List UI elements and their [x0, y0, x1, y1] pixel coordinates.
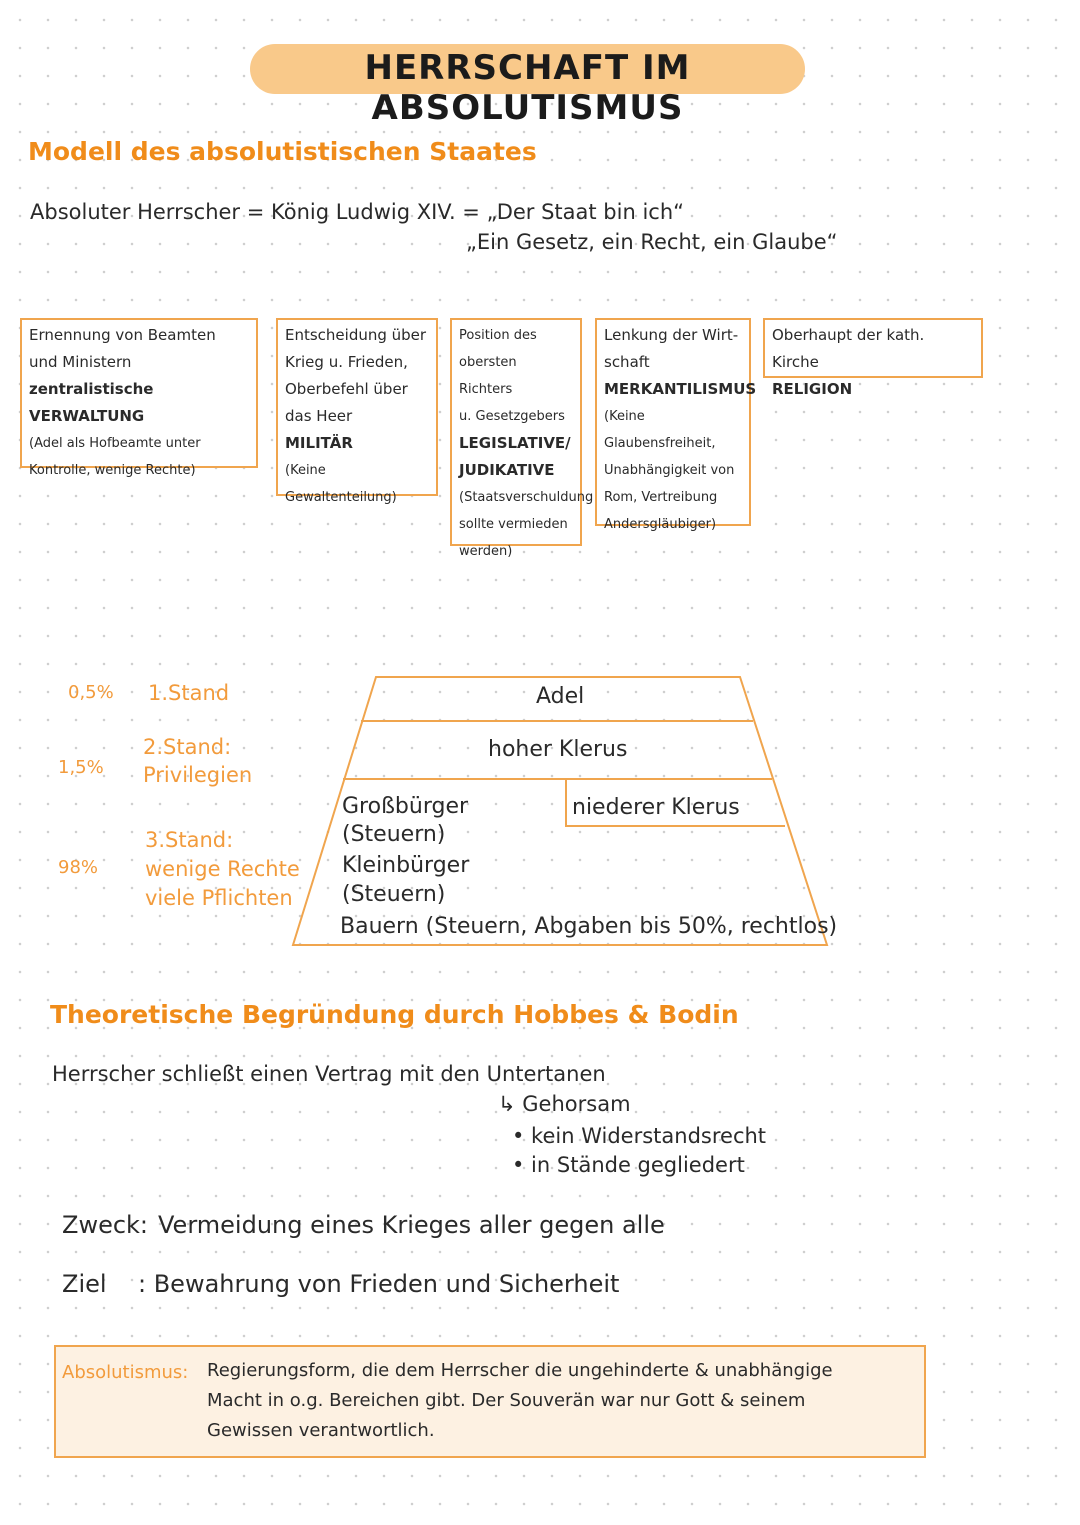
third-estate-note-duties: viele Pflichten	[145, 886, 293, 910]
box-keyword: JUDIKATIVE	[459, 461, 555, 479]
box-text: Oberbefehl über	[285, 380, 408, 398]
pyramid-hoher-klerus: hoher Klerus	[488, 737, 628, 762]
box-text: schaft	[604, 353, 650, 371]
contract-line: Herrscher schließt einen Vertrag mit den Untertanen	[52, 1062, 606, 1086]
third-estate-note-rights: wenige Rechte	[145, 857, 300, 881]
quote-line: „Ein Gesetz, ein Recht, ein Glaube“	[466, 230, 838, 254]
box-text: Oberhaupt der kath. Kirche	[772, 326, 925, 371]
box-text: und Ministern	[29, 353, 132, 371]
purpose-text: Vermeidung eines Krieges aller gegen alle	[158, 1211, 665, 1239]
box-note: werden)	[459, 544, 513, 559]
page-title: HERRSCHAFT IM ABSOLUTISMUS	[364, 48, 691, 128]
box-text: Ernennung von Beamten	[29, 326, 216, 344]
definition-line-2: Macht in o.g. Bereichen gibt. Der Souverän war nur Gott & seinem	[207, 1390, 806, 1411]
bullet-estates: • in Stände gegliedert	[512, 1153, 745, 1177]
box-note: Rom, Vertreibung	[604, 490, 718, 505]
box-note: (Staatsverschuldung	[459, 490, 594, 505]
box-note: Kontrolle, wenige Rechte)	[29, 463, 196, 478]
ruler-line: Absoluter Herrscher = König Ludwig XIV. = „Der Staat bin ich“	[30, 200, 685, 224]
box-note: Unabhängigkeit von	[604, 463, 735, 478]
box-text: Lenkung der Wirt-	[604, 326, 739, 344]
box-keyword: MILITÄR	[285, 434, 353, 452]
box-keyword: LEGISLATIVE/	[459, 434, 571, 452]
box-keyword: zentralistische VERWALTUNG	[29, 380, 154, 425]
box-text: Position des	[459, 328, 537, 343]
pyramid-steuern-2: (Steuern)	[342, 882, 446, 907]
box-note: (Adel als Hofbeamte unter	[29, 436, 201, 451]
third-estate-label: 3.Stand:	[145, 828, 234, 852]
pyramid-kleinbuerger: Kleinbürger	[342, 853, 470, 878]
box-text: Krieg u. Frieden,	[285, 353, 408, 371]
box-note: sollte vermieden	[459, 517, 568, 532]
second-estate-label: 2.Stand:	[143, 735, 232, 759]
first-estate-label: 1.Stand	[148, 681, 230, 705]
pyramid-adel: Adel	[536, 684, 585, 709]
obedience-item: ↳ Gehorsam	[498, 1092, 631, 1116]
second-estate-note: Privilegien	[143, 763, 253, 787]
goal-label: Ziel	[62, 1270, 107, 1298]
definition-label: Absolutismus:	[62, 1362, 189, 1383]
pyramid-niederer-klerus: niederer Klerus	[572, 795, 740, 820]
box-keyword: RELIGION	[772, 380, 853, 398]
pyramid-grossbuerger: Großbürger	[342, 794, 469, 819]
percent-second-estate: 1,5%	[58, 757, 104, 778]
pyramid-bauern: Bauern (Steuern, Abgaben bis 50%, rechtlos)	[340, 914, 838, 939]
box-text: das Heer	[285, 407, 353, 425]
box-text: obersten Richters	[459, 355, 517, 397]
section-heading-theory: Theoretische Begründung durch Hobbes & Bodin	[50, 1000, 739, 1029]
box-note: (Keine Glaubensfreiheit,	[604, 409, 716, 451]
box-text: Entscheidung über	[285, 326, 427, 344]
bullet-no-resistance: • kein Widerstandsrecht	[512, 1124, 767, 1148]
purpose-label: Zweck:	[62, 1211, 149, 1239]
percent-first-estate: 0,5%	[68, 682, 114, 703]
box-keyword: MERKANTILISMUS	[604, 380, 757, 398]
percent-third-estate: 98%	[58, 857, 99, 878]
box-note: (Keine Gewaltenteilung)	[285, 463, 397, 505]
pyramid-steuern-1: (Steuern)	[342, 822, 446, 847]
definition-line-1: Regierungsform, die dem Herrscher die ungehinderte & unabhängige	[207, 1360, 833, 1381]
goal-text: : Bewahrung von Frieden und Sicherheit	[138, 1270, 620, 1298]
box-note: Andersgläubiger)	[604, 517, 717, 532]
definition-line-3: Gewissen verantwortlich.	[207, 1420, 435, 1441]
box-text: u. Gesetzgebers	[459, 409, 565, 424]
section-heading-model: Modell des absolutistischen Staates	[28, 137, 537, 166]
